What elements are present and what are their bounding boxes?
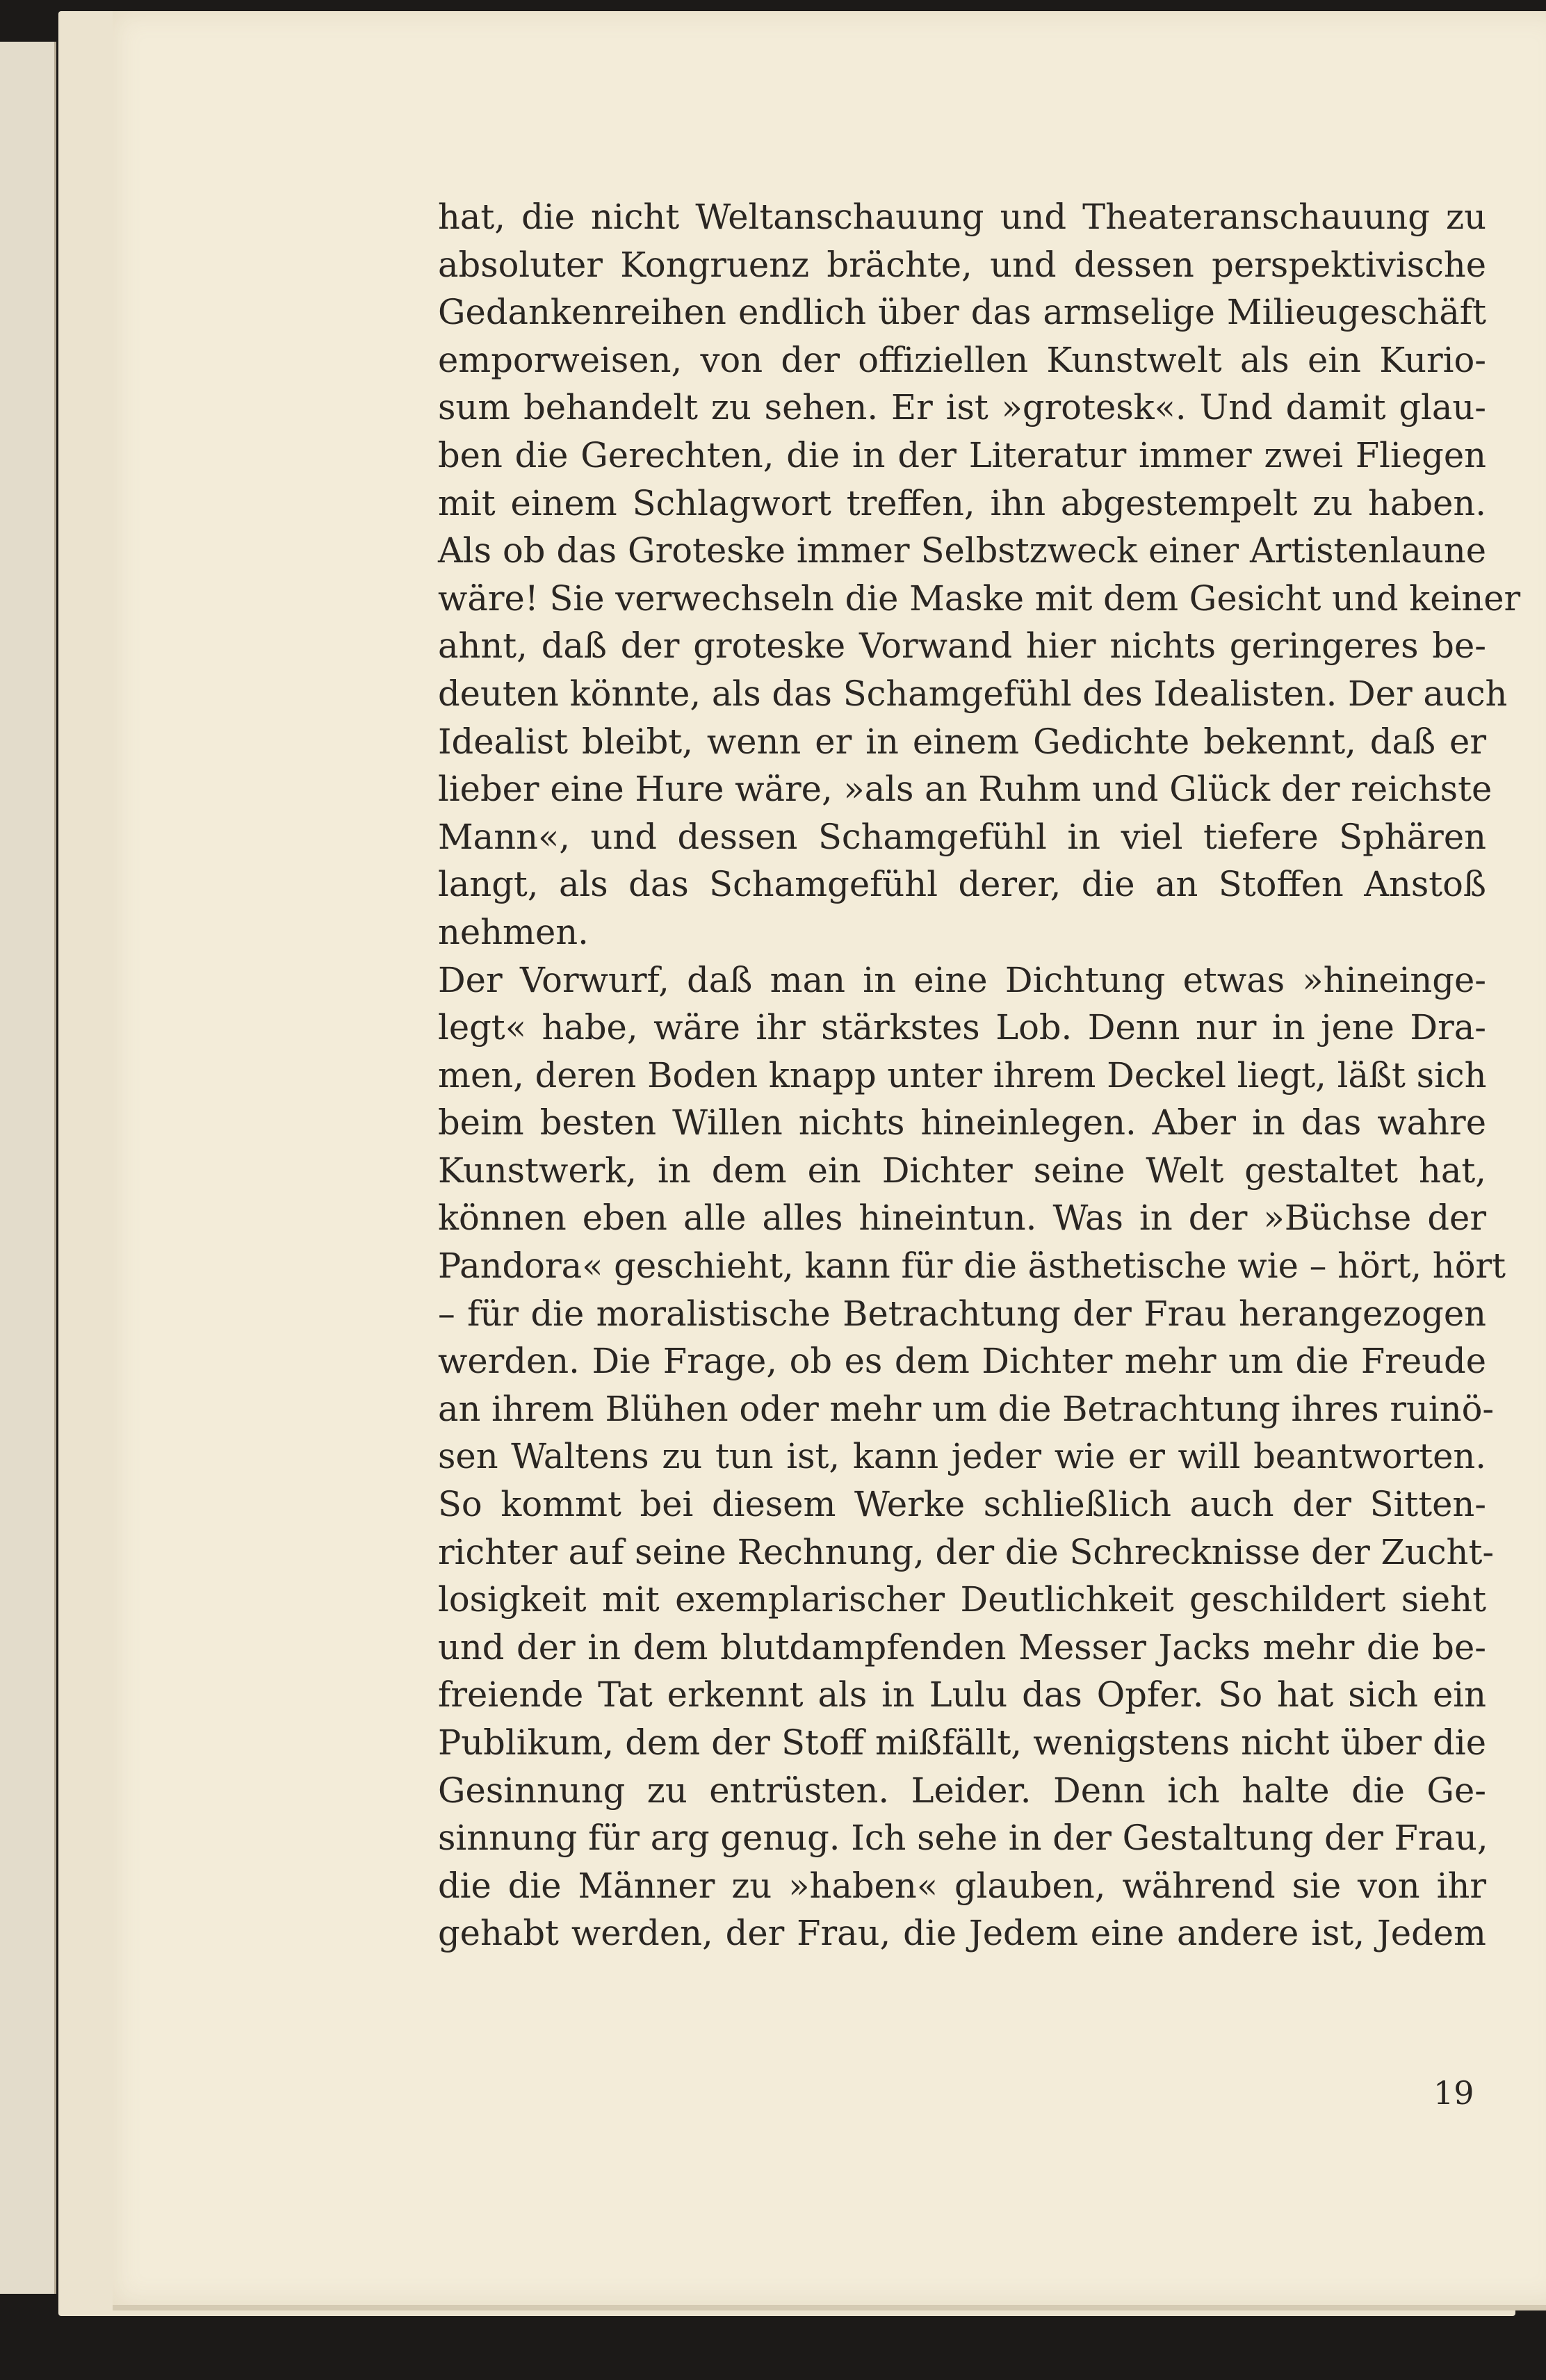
text-line: richter auf seine Rechnung, der die Schrecknisse der Zucht-	[438, 1531, 1495, 1572]
text-line: hat, die nicht Weltanschauung und Theateranschauung zu	[438, 197, 1486, 237]
text-line: lieber eine Hure wäre, »als an Ruhm und Glück der reichste	[438, 769, 1492, 810]
text-line: freiende Tat erkennt als in Lulu das Opfer. So hat sich ein	[438, 1674, 1486, 1715]
text-line: Gesinnung zu entrüsten. Leider. Denn ich halte die Ge-	[438, 1770, 1486, 1811]
text-line: mit einem Schlagwort treffen, ihn abgestempelt zu haben.	[438, 482, 1486, 523]
text-line: wäre! Sie verwechseln die Maske mit dem Gesicht und keiner	[438, 578, 1521, 619]
text-line: Als ob das Groteske immer Selbstzweck einer Artistenlaune	[438, 530, 1486, 571]
text-line: legt« habe, wäre ihr stärkstes Lob. Denn nur in jene Dra-	[438, 1007, 1486, 1048]
text-line: losigkeit mit exemplarischer Deutlichkeit geschildert sieht	[438, 1579, 1486, 1620]
text-line: ahnt, daß der groteske Vorwand hier nichts geringeres be-	[438, 626, 1486, 667]
text-line: gehabt werden, der Frau, die Jedem eine andere ist, Jedem	[438, 1913, 1486, 1954]
text-line: Der Vorwurf, daß man in eine Dichtung etwas »hineinge-	[438, 959, 1486, 1000]
page-stack	[58, 11, 1521, 2316]
text-line: Kunstwerk, in dem ein Dichter seine Welt gestaltet hat,	[438, 1150, 1486, 1191]
text-line: Mann«, und dessen Schamgefühl in viel tiefere Sphären	[438, 816, 1486, 857]
text-line: die die Männer zu »haben« glauben, während sie von ihr	[438, 1865, 1486, 1906]
text-line: men, deren Boden knapp unter ihrem Deckel liegt, läßt sich	[438, 1054, 1487, 1095]
text-line: werden. Die Frage, ob es dem Dichter mehr um die Freude	[438, 1341, 1486, 1382]
text-line: absoluter Kongruenz brächte, und dessen perspektivische	[438, 244, 1486, 285]
text-line: So kommt bei diesem Werke schließlich auch der Sitten-	[438, 1484, 1486, 1525]
text-line: Pandora« geschieht, kann für die ästhetische wie – hört, hört	[438, 1246, 1506, 1287]
body-text	[438, 193, 1521, 1957]
text-line: – für die moralistische Betrachtung der Frau herangezogen	[438, 1293, 1486, 1334]
text-line: deuten könnte, als das Schamgefühl des Idealisten. Der auch	[438, 673, 1508, 714]
text-line: Gedankenreihen endlich über das armselige Milieugeschäft	[438, 292, 1486, 333]
text-line: langt, als das Schamgefühl derer, die an Stoffen Anstoß	[438, 864, 1486, 905]
text-line: Publikum, dem der Stoff mißfällt, wenigstens nicht über die	[438, 1722, 1486, 1763]
text-line: sum behandelt zu sehen. Er ist »grotesk«. Und damit glau-	[438, 387, 1486, 428]
text-line: an ihrem Blühen oder mehr um die Betrachtung ihres ruinö-	[438, 1388, 1495, 1429]
book-page	[113, 11, 1546, 2310]
page-number: 19	[1433, 2074, 1474, 2112]
text-line: Idealist bleibt, wenn er in einem Gedichte bekennt, daß er	[438, 721, 1486, 762]
text-line: ben die Gerechten, die in der Literatur immer zwei Fliegen	[438, 434, 1486, 475]
text-line: sen Waltens zu tun ist, kann jeder wie er will beantworten.	[438, 1436, 1486, 1477]
text-line: beim besten Willen nichts hineinlegen. Aber in das wahre	[438, 1102, 1486, 1143]
paragraph-end-line: nehmen.	[438, 911, 589, 952]
text-line: emporweisen, von der offiziellen Kunstwelt als ein Kurio-	[438, 339, 1486, 380]
text-line: können eben alle alles hineintun. Was in der »Büchse der	[438, 1198, 1486, 1239]
previous-page-edge	[0, 42, 56, 2294]
text-line: sinnung für arg genug. Ich sehe in der Gestaltung der Frau,	[438, 1818, 1488, 1859]
text-line: und der in dem blutdampfenden Messer Jacks mehr die be-	[438, 1627, 1486, 1668]
